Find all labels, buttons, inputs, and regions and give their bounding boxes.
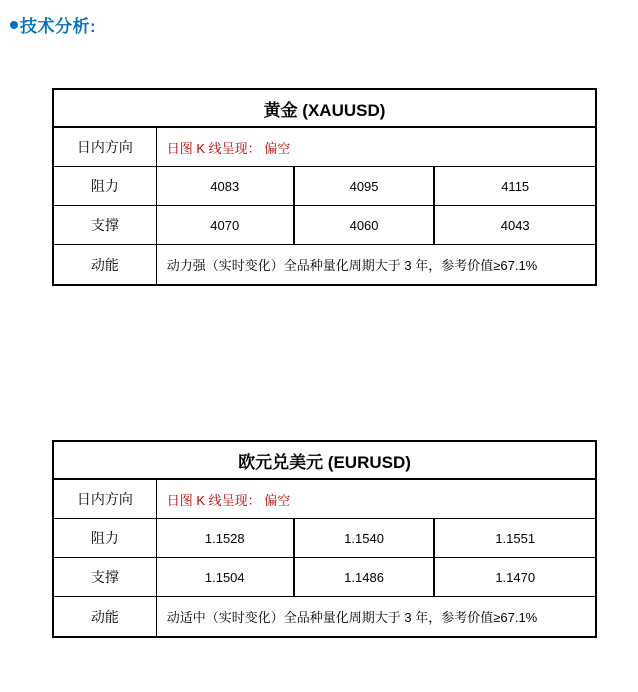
instrument-table-eurusd xyxy=(52,440,597,638)
support-label: 支撑 xyxy=(54,206,157,244)
support-value-1: 1.1504 xyxy=(157,558,295,596)
momentum-label: 动能 xyxy=(54,597,157,636)
table-row-support xyxy=(54,558,595,597)
table-row-resistance xyxy=(54,519,595,558)
table-title: 欧元兑美元 (EURUSD) xyxy=(238,452,411,472)
resistance-value-2: 1.1540 xyxy=(295,519,436,557)
section-heading xyxy=(10,12,96,37)
direction-value-cell xyxy=(157,480,595,518)
direction-label: 日内方向 xyxy=(54,128,157,166)
table-title: 黄金 (XAUUSD) xyxy=(263,100,386,120)
table-row-direction xyxy=(54,480,595,519)
support-value-2: 1.1486 xyxy=(295,558,436,596)
momentum-label: 动能 xyxy=(54,245,157,284)
resistance-label: 阻力 xyxy=(54,167,157,205)
resistance-value-3: 4115 xyxy=(501,178,530,194)
table-row-momentum xyxy=(54,245,595,284)
bullet-icon xyxy=(10,21,18,29)
direction-label: 日内方向 xyxy=(54,480,157,518)
table-title-row xyxy=(54,442,595,480)
table-row-momentum xyxy=(54,597,595,636)
resistance-value-2: 4095 xyxy=(295,167,436,205)
table-row-resistance xyxy=(54,167,595,206)
support-value-3: 4043 xyxy=(500,217,530,233)
momentum-value: 动力强（实时变化）全品种量化周期大于 3 年，参考价值≥67.1% xyxy=(166,258,538,273)
resistance-value-1: 1.1528 xyxy=(157,519,295,557)
direction-value: 日图 K 线呈现： 偏空 xyxy=(166,140,291,156)
resistance-label: 阻力 xyxy=(54,519,157,557)
support-label: 支撑 xyxy=(54,558,157,596)
section-heading-text: 技术分析: xyxy=(20,17,97,36)
resistance-value-1: 4083 xyxy=(157,167,295,205)
support-value-2: 4060 xyxy=(295,206,436,244)
momentum-value: 动适中（实时变化）全品种量化周期大于 3 年，参考价值≥67.1% xyxy=(166,610,538,625)
table-title-row xyxy=(54,90,595,128)
resistance-value-3: 1.1551 xyxy=(495,530,536,546)
table-row-support xyxy=(54,206,595,245)
instrument-table-xauusd xyxy=(52,88,597,286)
direction-value: 日图 K 线呈现： 偏空 xyxy=(166,492,291,508)
momentum-value-cell xyxy=(157,245,595,284)
support-value-1: 4070 xyxy=(157,206,295,244)
momentum-value-cell xyxy=(157,597,595,636)
table-row-direction xyxy=(54,128,595,167)
support-value-3: 1.1470 xyxy=(495,569,536,585)
direction-value-cell xyxy=(157,128,595,166)
